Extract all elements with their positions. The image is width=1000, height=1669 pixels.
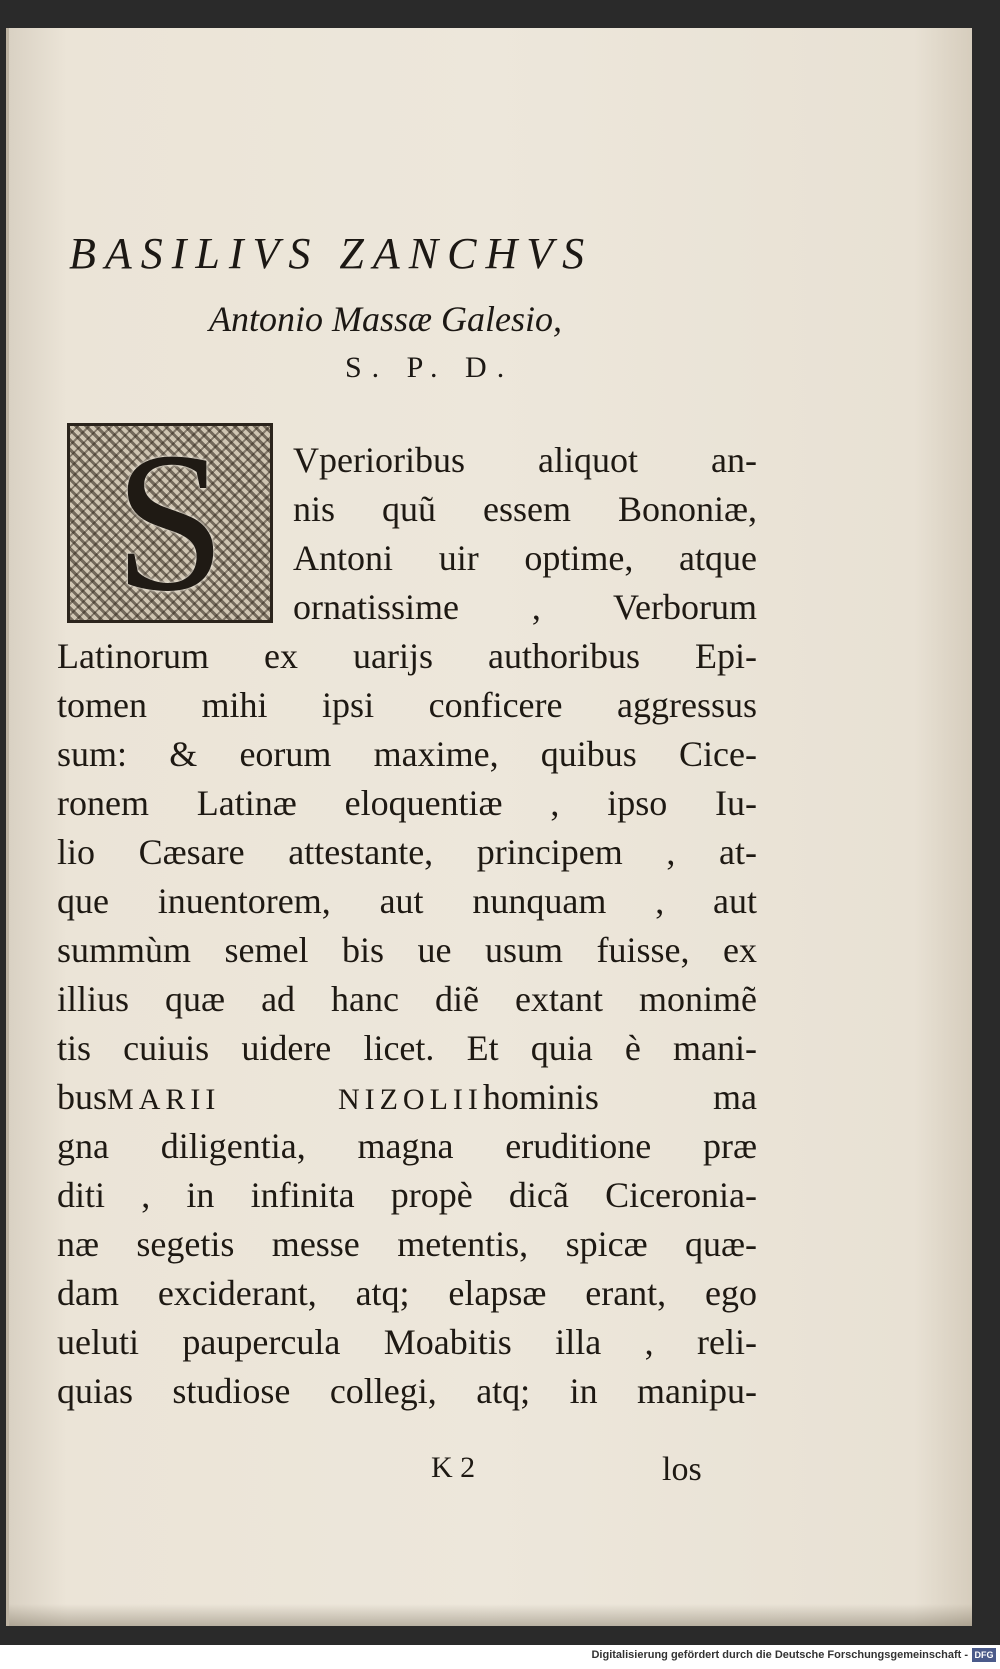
letter-body (57, 436, 757, 1416)
addressee-line: Antonio Massæ Galesio, (209, 299, 563, 339)
catchword: los (662, 1451, 702, 1488)
footer-credit: Digitalisierung gefördert durch die Deutsche Forschungsgemeinschaft - (591, 1649, 968, 1661)
body-line-start: bus (57, 1077, 108, 1117)
body-line: summùm semel bis ue usum fuisse, ex (57, 930, 757, 970)
body-line: tomen mihi ipsi conficere aggressus (57, 685, 757, 725)
body-line-with-name (57, 1073, 757, 1122)
digitization-footer (0, 1645, 1000, 1669)
body-line: dam exciderant, atq; elapsæ erant, ego (57, 1273, 757, 1313)
body-line: ueluti paupercula Moabitis illa , reli- (57, 1322, 757, 1362)
author-name-smallcaps: MARII NIZOLII (107, 1083, 483, 1116)
body-line: næ segetis messe metentis, spicæ quæ- (57, 1224, 757, 1264)
initial-letter: S (114, 423, 226, 623)
body-line: Antoni uir optime, atque (293, 538, 757, 578)
body-line: ornatissime , Verborum (293, 587, 757, 627)
body-line-end: hominis ma (482, 1077, 758, 1117)
body-line: Vperioribus aliquot an- (293, 440, 757, 480)
body-line: gna diligentia, magna eruditione præ (57, 1126, 757, 1166)
body-line: sum: & eorum maxime, quibus Cice- (57, 734, 757, 774)
dfg-logo: DFG (972, 1648, 996, 1662)
body-line: illius quæ ad hanc diẽ extant monimẽ (57, 979, 757, 1019)
body-line: diti , in infinita propè dicã Ciceronia- (57, 1175, 757, 1215)
book-page (6, 28, 972, 1626)
body-line: nis quũ essem Bononiæ, (293, 489, 757, 529)
salutation-line: S. P. D. (345, 351, 515, 384)
body-line: tis cuiuis uidere licet. Et quia è mani- (57, 1028, 757, 1068)
page-edge-shadow (9, 1604, 972, 1626)
body-line: quias studiose collegi, atq; in manipu- (57, 1371, 757, 1411)
body-line: que inuentorem, aut nunquam , aut (57, 881, 757, 921)
body-line: lio Cæsare attestante, principem , at- (57, 832, 757, 872)
body-line: ronem Latinæ eloquentiæ , ipso Iu- (57, 783, 757, 823)
letter-heading: BASILIVS ZANCHVS (69, 229, 594, 278)
signature-mark: K 2 (431, 1451, 476, 1484)
body-line: Latinorum ex uarijs authoribus Epi- (57, 636, 757, 676)
